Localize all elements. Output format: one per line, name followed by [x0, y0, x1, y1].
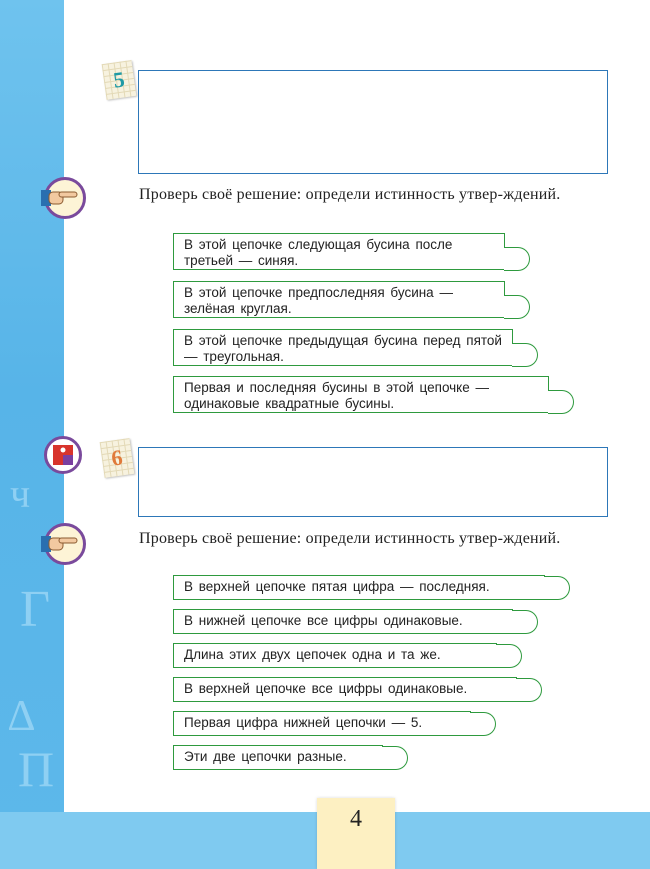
task-6-statement: Длина этих двух цепочек одна и та же.	[173, 643, 497, 668]
page-number-tab	[317, 798, 395, 869]
decoration-letters: ч	[10, 471, 31, 516]
task-6-answer-box[interactable]	[138, 447, 608, 517]
task-5-badge	[102, 60, 137, 100]
task-6-statement: В верхней цепочке пятая цифра — последняя.	[173, 575, 545, 600]
task-5-statement: В этой цепочке предыдущая бусина перед пятой — треугольная.	[173, 329, 513, 366]
decoration-letters: ∆	[8, 691, 35, 740]
task-5-answer-box[interactable]	[138, 70, 608, 174]
pointing-hand-icon	[44, 177, 86, 219]
task-5-statement: В этой цепочке следующая бусина после третьей — синяя.	[173, 233, 505, 270]
truth-answer-tab[interactable]	[470, 712, 496, 736]
task-6-statement: В верхней цепочке все цифры одинаковые.	[173, 677, 517, 702]
truth-answer-tab[interactable]	[512, 610, 538, 634]
truth-answer-tab[interactable]	[512, 343, 538, 367]
truth-answer-tab[interactable]	[496, 644, 522, 668]
truth-answer-tab[interactable]	[382, 746, 408, 770]
task-5-statement: В этой цепочке предпоследняя бусина — зелёная круглая.	[173, 281, 505, 318]
truth-answer-tab[interactable]	[544, 576, 570, 600]
task-6-badge	[100, 438, 135, 478]
truth-answer-tab[interactable]	[504, 247, 530, 271]
pointing-hand-icon	[44, 523, 86, 565]
task-5-check-instruction: Проверь своё решение: определи истинность утвер-ждений.	[139, 186, 561, 203]
task-5-statement: Первая и последняя бусины в этой цепочке — одинаковые квадратные бусины.	[173, 376, 549, 413]
task-6-number: 6	[109, 444, 125, 471]
task-5-number: 5	[111, 66, 127, 93]
decoration-letters: П	[18, 741, 55, 797]
truth-answer-tab[interactable]	[504, 295, 530, 319]
statement-text: Первая цифра нижней цепочки — 5.	[184, 715, 423, 730]
decoration-letters: Г	[20, 581, 51, 638]
task-6-statement	[173, 711, 471, 736]
task-6-statement: В нижней цепочке все цифры одинаковые.	[173, 609, 513, 634]
truth-answer-tab[interactable]	[548, 390, 574, 414]
truth-answer-tab[interactable]	[516, 678, 542, 702]
task-6-check-instruction: Проверь своё решение: определи истинность утвер-ждений.	[139, 530, 561, 547]
page-number: 4	[350, 806, 362, 832]
puzzle-icon	[44, 436, 82, 474]
task-6-statement: Эти две цепочки разные.	[173, 745, 383, 770]
